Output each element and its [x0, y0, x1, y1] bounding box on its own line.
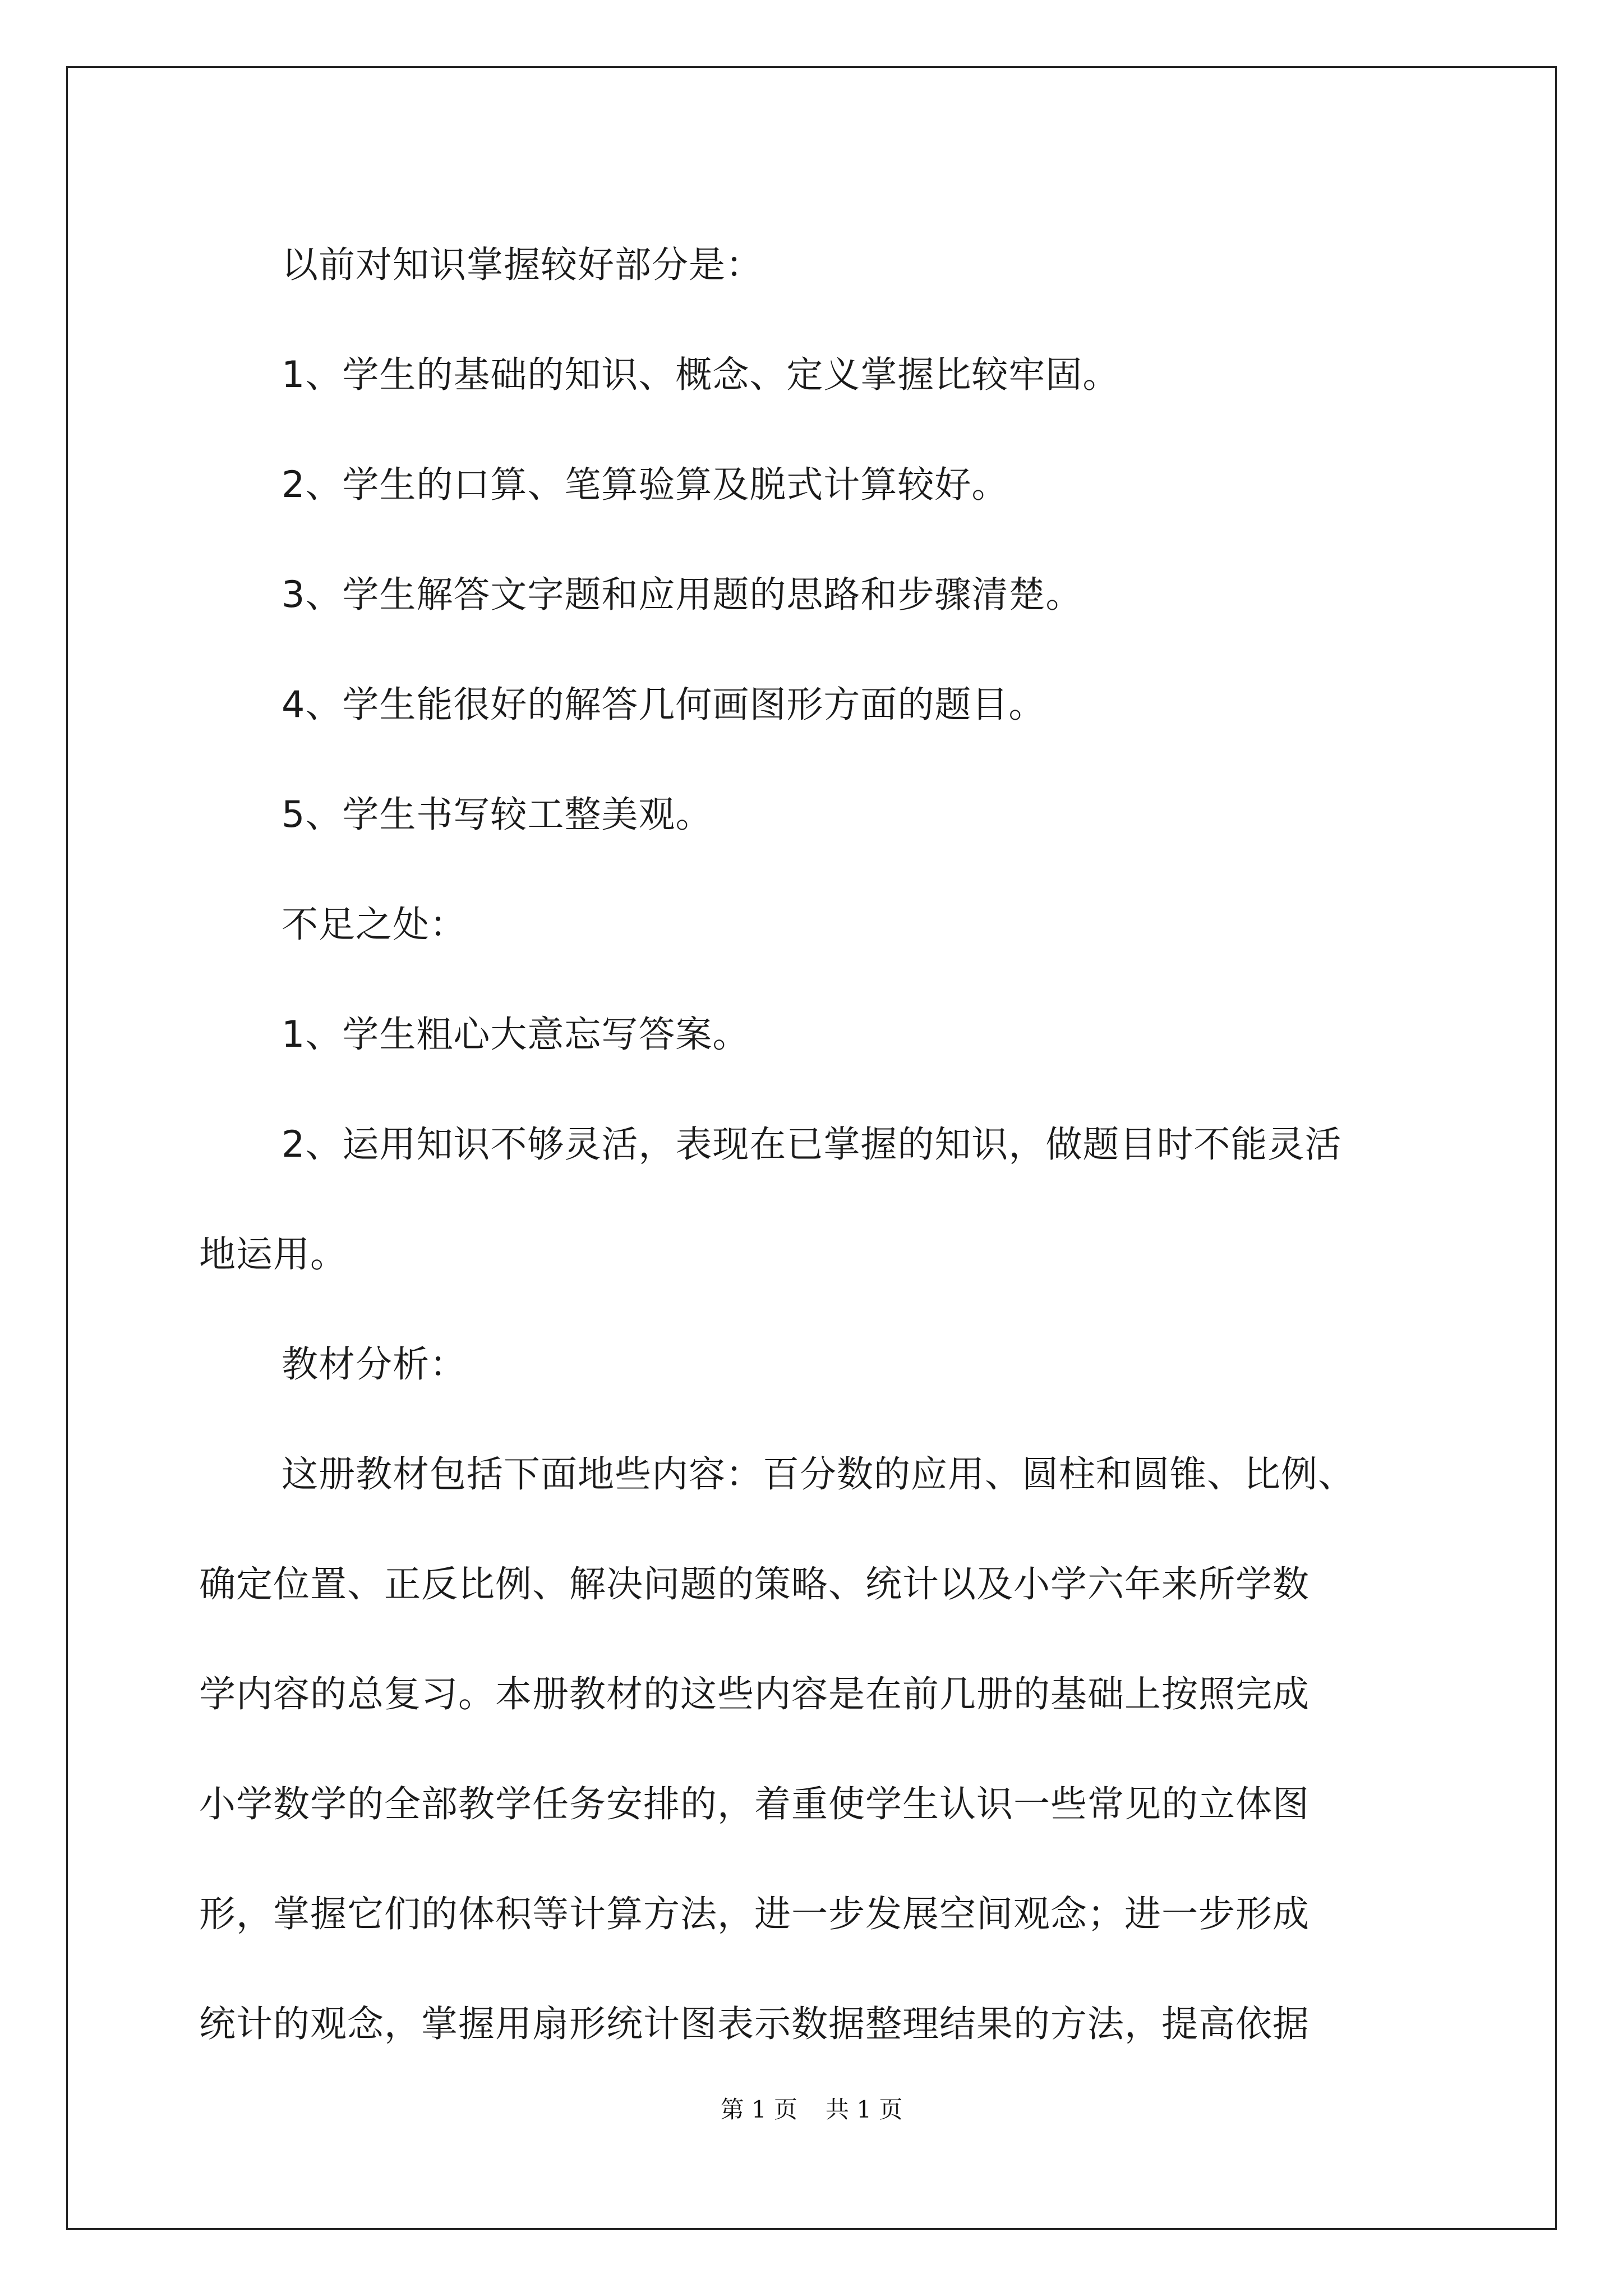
- paragraph-line: 小学数学的全部教学任务安排的，着重使学生认识一些常见的立体图: [199, 1783, 1310, 1825]
- paragraph-line: 学内容的总复习。本册教材的这些内容是在前几册的基础上按照完成: [199, 1673, 1310, 1715]
- section-heading: 不足之处：: [282, 904, 467, 946]
- paragraph-line: 2、运用知识不够灵活，表现在已掌握的知识，做题目时不能灵活: [282, 1124, 1342, 1166]
- paragraph-line: 3、学生解答文字题和应用题的思路和步骤清楚。: [282, 574, 1083, 616]
- paragraph-line: 1、学生粗心大意忘写答案。: [282, 1014, 750, 1056]
- paragraph-line: 地运用。: [199, 1234, 348, 1276]
- page-footer: [0, 2091, 1623, 2125]
- page-total: 共 1 页: [826, 2096, 903, 2123]
- document-body: [199, 210, 1436, 2079]
- paragraph-line: 5、学生书写较工整美观。: [282, 794, 713, 836]
- paragraph-line: 2、学生的口算、笔算验算及脱式计算较好。: [282, 464, 1009, 506]
- paragraph-line: 统计的观念，掌握用扇形统计图表示数据整理结果的方法，提高依据: [199, 2003, 1310, 2045]
- page-number: 第 1 页: [720, 2096, 797, 2123]
- paragraph-line: 这册教材包括下面地些内容：百分数的应用、圆柱和圆锥、比例、: [282, 1453, 1355, 1496]
- paragraph-line: 以前对知识掌握较好部分是：: [282, 244, 763, 286]
- paragraph-line: 1、学生的基础的知识、概念、定义掌握比较牢固。: [282, 354, 1120, 396]
- paragraph-line: 4、学生能很好的解答几何画图形方面的题目。: [282, 684, 1046, 726]
- section-heading: 教材分析：: [282, 1343, 467, 1386]
- paragraph-line: 确定位置、正反比例、解决问题的策略、统计以及小学六年来所学数: [199, 1563, 1310, 1605]
- paragraph-line: 形，掌握它们的体积等计算方法，进一步发展空间观念；进一步形成: [199, 1893, 1310, 1935]
